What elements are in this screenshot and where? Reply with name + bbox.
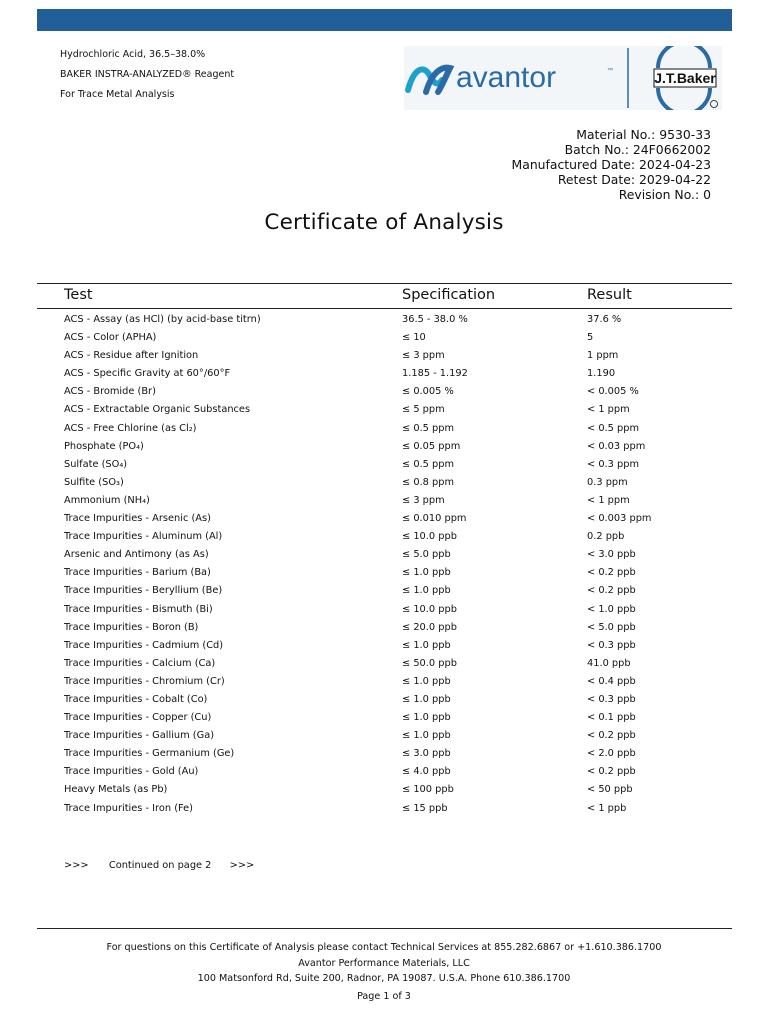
batch-number: Batch No.: 24F0662002: [564, 142, 711, 157]
test-name: ACS - Bromide (Br): [64, 386, 156, 398]
result-value: < 1 ppm: [587, 494, 630, 506]
test-name: ACS - Extractable Organic Substances: [64, 404, 251, 416]
result-value: < 5.0 ppb: [587, 621, 636, 633]
table-row: [37, 457, 732, 475]
table-row: [37, 565, 732, 583]
table-row: [37, 692, 732, 710]
product-info: [60, 45, 234, 105]
result-value: < 0.4 ppb: [587, 675, 636, 687]
specification-value: ≤ 4.0 ppb: [402, 766, 451, 778]
test-name: Trace Impurities - Aluminum (Al): [64, 531, 223, 543]
footer-company: Avantor Performance Materials, LLC: [298, 957, 470, 969]
test-name: ACS - Color (APHA): [64, 332, 157, 344]
specification-value: ≤ 3.0 ppb: [402, 748, 451, 760]
result-value: 41.0 ppb: [587, 657, 631, 669]
table-row: [37, 547, 732, 565]
test-name: Trace Impurities - Arsenic (As): [64, 513, 211, 525]
table-row: [37, 439, 732, 457]
table-row: [37, 312, 732, 330]
header-bar: [37, 9, 732, 31]
result-value: < 1 ppb: [587, 802, 627, 814]
product-name: Hydrochloric Acid, 36.5–38.0%: [60, 49, 206, 60]
result-value: 37.6 %: [587, 314, 622, 325]
test-name: Trace Impurities - Cobalt (Co): [64, 693, 208, 705]
test-name: Trace Impurities - Gold (Au): [64, 766, 199, 778]
table-row: [37, 511, 732, 529]
table-row: [37, 638, 732, 656]
test-name: Trace Impurities - Calcium (Ca): [64, 657, 216, 669]
specification-value: ≤ 20.0 ppb: [402, 621, 457, 633]
result-value: < 0.2 ppb: [587, 766, 636, 778]
table-row: [37, 583, 732, 601]
specification-value: ≤ 0.5 ppm: [402, 422, 454, 434]
retest-date: Retest Date: 2029-04-22: [557, 172, 711, 187]
specification-value: ≤ 1.0 ppb: [402, 639, 451, 651]
table-row: [37, 348, 732, 366]
continued-note: [64, 860, 254, 871]
table-row: [37, 475, 732, 493]
specification-value: ≤ 1.0 ppb: [402, 567, 451, 579]
specification-value: ≤ 15 ppb: [402, 802, 448, 814]
test-name: Trace Impurities - Chromium (Cr): [64, 675, 225, 687]
result-value: < 2.0 ppb: [587, 748, 636, 760]
specification-value: ≤ 100 ppb: [402, 784, 454, 796]
analysis-table: [37, 283, 732, 819]
result-value: < 0.2 ppb: [587, 585, 636, 597]
manufactured-date: Manufactured Date: 2024-04-23: [511, 157, 711, 172]
specification-value: ≤ 0.05 ppm: [402, 440, 461, 452]
specification-value: ≤ 1.0 ppb: [402, 675, 451, 687]
footer-address: 100 Matsonford Rd, Suite 200, Radnor, PA 19087. U.S.A. Phone 610.386.1700: [197, 973, 571, 984]
table-row: [37, 529, 732, 547]
table-row: [37, 366, 732, 384]
table-header: [37, 283, 732, 309]
revision-number: Revision No.: 0: [618, 187, 711, 202]
test-name: Trace Impurities - Barium (Ba): [64, 567, 211, 579]
test-name: Trace Impurities - Iron (Fe): [64, 802, 193, 814]
footer-divider: [37, 928, 732, 929]
specification-value: ≤ 0.005 %: [402, 386, 454, 398]
specification-value: ≤ 1.0 ppb: [402, 585, 451, 597]
page-number: Page 1 of 3: [357, 991, 411, 1002]
table-row: [37, 402, 732, 420]
result-value: < 0.005 %: [587, 386, 639, 398]
trademark-mark: ™: [607, 68, 613, 74]
table-row: [37, 674, 732, 692]
table-row: [37, 728, 732, 746]
footer-contact: For questions on this Certificate of Analysis please contact Technical Services at 855.282.6867 or +1.610.386.1700: [106, 942, 662, 953]
result-value: < 3.0 ppb: [587, 549, 636, 561]
result-value: 1.190: [587, 368, 616, 380]
page-title: Certificate of Analysis: [264, 210, 504, 235]
table-row: [37, 330, 732, 348]
jtbaker-wordmark: J.T.Baker: [654, 70, 716, 86]
test-name: Arsenic and Antimony (as As): [64, 549, 209, 561]
table-row: [37, 384, 732, 402]
test-name: ACS - Assay (as HCl) (by acid-base titrn): [64, 314, 261, 325]
test-name: Trace Impurities - Copper (Cu): [64, 712, 212, 724]
result-value: < 0.03 ppm: [587, 440, 646, 452]
result-value: < 1 ppm: [587, 404, 630, 416]
test-name: Sulfite (SO₃): [64, 476, 124, 488]
table-body: [37, 312, 732, 819]
test-name: ACS - Specific Gravity at 60°/60°F: [64, 368, 231, 380]
result-value: < 50 ppb: [587, 784, 633, 796]
table-row: [37, 782, 732, 800]
specification-value: ≤ 0.8 ppm: [402, 476, 454, 488]
result-value: < 1.0 ppb: [587, 603, 636, 615]
specification-value: ≤ 10.0 ppb: [402, 531, 457, 543]
product-grade: BAKER INSTRA-ANALYZED® Reagent: [60, 69, 235, 80]
specification-value: ≤ 10.0 ppb: [402, 603, 457, 615]
result-value: < 0.1 ppb: [587, 712, 636, 724]
brand-logos: [404, 46, 722, 110]
specification-value: ≤ 3 ppm: [402, 350, 445, 362]
column-header-specification: Specification: [402, 287, 496, 303]
table-row: [37, 764, 732, 782]
test-name: ACS - Free Chlorine (as Cl₂): [64, 422, 197, 434]
test-name: Trace Impurities - Bismuth (Bi): [64, 603, 213, 615]
result-value: 0.3 ppm: [587, 476, 628, 488]
test-name: Trace Impurities - Cadmium (Cd): [64, 639, 224, 651]
result-value: < 0.2 ppb: [587, 730, 636, 742]
product-use: For Trace Metal Analysis: [60, 89, 175, 100]
specification-value: ≤ 50.0 ppb: [402, 657, 457, 669]
result-value: < 0.3 ppm: [587, 458, 639, 470]
test-name: Sulfate (SO₄): [64, 458, 128, 470]
result-value: < 0.003 ppm: [587, 513, 652, 525]
specification-value: 36.5 - 38.0 %: [402, 314, 468, 325]
continued-text: Continued on page 2: [108, 860, 212, 871]
continued-arrows-right: >>>: [229, 860, 255, 871]
test-name: Trace Impurities - Gallium (Ga): [64, 730, 215, 742]
footer: [0, 940, 768, 987]
specification-value: ≤ 1.0 ppb: [402, 693, 451, 705]
avantor-wordmark: avantor: [456, 61, 557, 94]
table-row: [37, 421, 732, 439]
result-value: < 0.2 ppb: [587, 567, 636, 579]
specification-value: ≤ 10: [402, 332, 426, 344]
specification-value: ≤ 0.5 ppm: [402, 458, 454, 470]
specification-value: ≤ 3 ppm: [402, 494, 445, 506]
test-name: Ammonium (NH₄): [64, 494, 150, 506]
specification-value: ≤ 0.010 ppm: [402, 513, 467, 525]
result-value: < 0.3 ppb: [587, 693, 636, 705]
batch-details: [512, 127, 711, 202]
test-name: Trace Impurities - Boron (B): [64, 621, 199, 633]
result-value: 5: [587, 332, 594, 344]
table-row: [37, 656, 732, 674]
result-value: 1 ppm: [587, 350, 619, 362]
specification-value: ≤ 5 ppm: [402, 404, 445, 416]
table-row: [37, 710, 732, 728]
test-name: ACS - Residue after Ignition: [64, 350, 199, 362]
test-name: Trace Impurities - Germanium (Ge): [64, 748, 235, 760]
table-row: [37, 602, 732, 620]
material-number: Material No.: 9530-33: [576, 127, 711, 142]
result-value: 0.2 ppb: [587, 531, 625, 543]
table-row: [37, 493, 732, 511]
test-name: Heavy Metals (as Pb): [64, 784, 168, 796]
column-header-test: Test: [64, 287, 93, 303]
result-value: < 0.5 ppm: [587, 422, 639, 434]
test-name: Trace Impurities - Beryllium (Be): [64, 585, 223, 597]
specification-value: ≤ 5.0 ppb: [402, 549, 451, 561]
table-row: [37, 620, 732, 638]
continued-arrows-left: >>>: [64, 860, 89, 871]
specification-value: ≤ 1.0 ppb: [402, 730, 451, 742]
test-name: Phosphate (PO₄): [64, 440, 144, 452]
logo-artwork: [404, 46, 722, 110]
result-value: < 0.3 ppb: [587, 639, 636, 651]
column-header-result: Result: [587, 287, 632, 303]
table-row: [37, 801, 732, 819]
table-row: [37, 746, 732, 764]
specification-value: ≤ 1.0 ppb: [402, 712, 451, 724]
specification-value: 1.185 - 1.192: [402, 368, 468, 380]
